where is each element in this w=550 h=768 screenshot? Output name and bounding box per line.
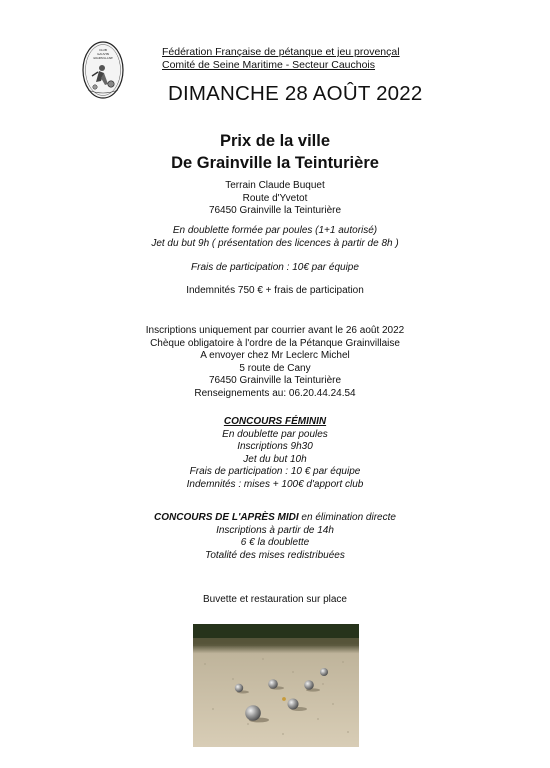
venue-name: Terrain Claude Buquet — [225, 180, 325, 191]
page-title — [0, 130, 550, 174]
boule — [304, 680, 314, 690]
committee-name: Comité de Seine Maritime - Secteur Cauchois — [162, 59, 376, 71]
svg-text:GAUVIN: GAUVIN — [97, 52, 109, 56]
feminin-line-2: Inscriptions 9h30 — [237, 441, 313, 453]
prizes-text: Indemnités 750 € + frais de participation — [186, 285, 364, 296]
afternoon-line-3: Totalité des mises redistribuées — [205, 549, 345, 561]
afternoon-block — [0, 512, 550, 562]
afternoon-title-line — [0, 512, 550, 525]
registration-line-5: 76450 Grainville la Teinturière — [208, 375, 342, 387]
feminin-title: CONCOURS FÉMININ — [223, 416, 327, 427]
feminin-line-4: Frais de participation : 10 € par équipe — [189, 466, 361, 478]
boule — [235, 684, 243, 692]
registration-line-3: A envoyer chez Mr Leclerc Michel — [200, 350, 350, 362]
afternoon-title-suffix: en élimination directe — [298, 512, 396, 523]
venue-city: 76450 Grainville la Teinturière — [208, 205, 342, 217]
format-line-2: Jet du but 9h ( présentation des licences à partir de 8h ) — [151, 237, 399, 249]
svg-text:GRAINVILLAISE: GRAINVILLAISE — [93, 57, 113, 60]
venue-block — [0, 180, 550, 218]
boule — [268, 679, 278, 689]
boule — [320, 668, 328, 676]
registration-line-4: 5 route de Cany — [239, 362, 311, 374]
boule — [288, 699, 299, 710]
feminin-line-3: Jet du but 10h — [243, 453, 307, 465]
registration-line-2: Chèque obligatoire à l'ordre de la Pétanque Grainvillaise — [150, 337, 400, 349]
petanque-photo — [193, 624, 359, 747]
federation-name: Fédération Française de pétanque et jeu provençal — [162, 46, 400, 58]
afternoon-title: CONCOURS DE L'APRÈS MIDI — [154, 512, 299, 523]
registration-block — [0, 325, 550, 401]
format-block — [0, 225, 550, 250]
registration-line-1: Inscriptions uniquement par courrier avant le 26 août 2022 — [145, 325, 405, 336]
club-logo — [82, 40, 124, 100]
feminin-line-1: En doublette par poules — [222, 428, 328, 440]
event-date: DIMANCHE 28 AOÛT 2022 — [168, 82, 423, 105]
fees-text: Frais de participation : 10€ par équipe — [191, 262, 359, 273]
title-line-2: De Grainville la Teinturière — [171, 154, 379, 172]
cochonnet — [282, 697, 286, 701]
feminin-block — [0, 416, 550, 492]
venue-street: Route d'Yvetot — [242, 192, 308, 204]
feminin-line-5: Indemnités : mises + 100€ d'apport club — [186, 478, 364, 490]
afternoon-line-2: 6 € la doublette — [240, 537, 310, 549]
title-line-1: Prix de la ville — [219, 132, 331, 150]
afternoon-line-1: Inscriptions à partir de 14h — [216, 524, 334, 536]
boule — [245, 705, 261, 721]
registration-line-6: Renseignements au: 06.20.44.24.54 — [194, 387, 356, 399]
svg-text:CLUB: CLUB — [99, 48, 107, 52]
format-line-1: En doublette formée par poules (1+1 autorisé) — [172, 225, 378, 236]
federation-header — [162, 46, 400, 72]
buvette-text: Buvette et restauration sur place — [203, 594, 347, 605]
